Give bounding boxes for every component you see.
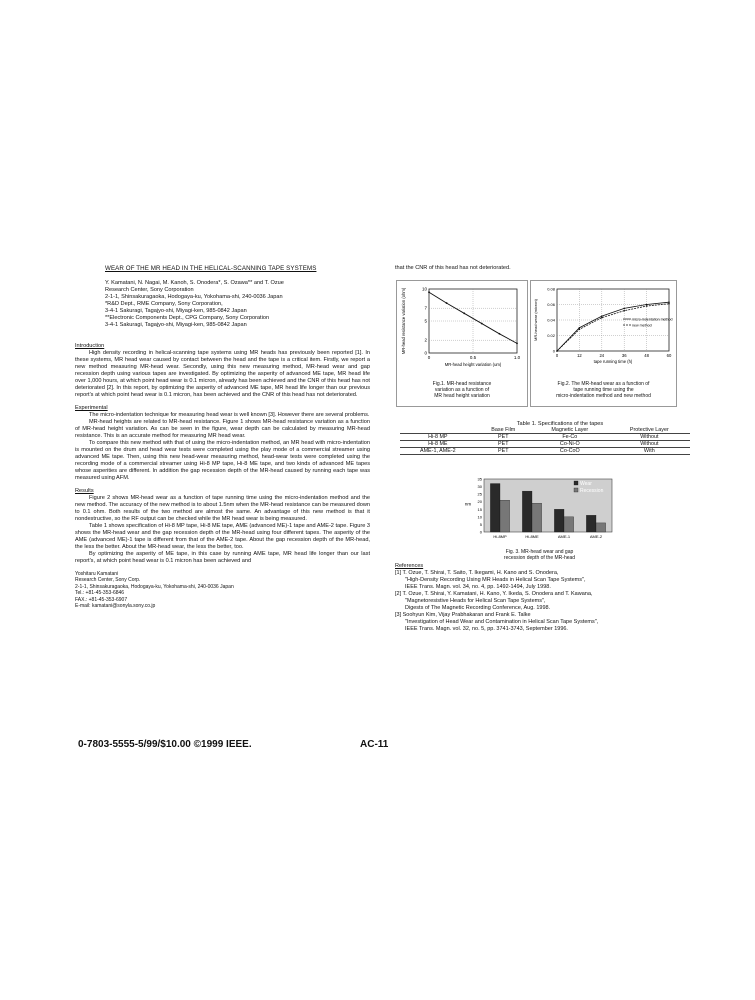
data-point	[579, 327, 581, 329]
table-cell: PET	[476, 434, 531, 441]
y-tick-label: 25	[477, 491, 482, 497]
table-title: Table 1. Specifications of the tapes	[516, 421, 604, 427]
figure-1-chart	[397, 281, 527, 376]
page-id: AC-11	[360, 739, 389, 750]
results-heading: Results	[75, 488, 94, 494]
experimental-paragraph: To compare this new method with that of using the micro-indentation method, an MR head with micro-indentation is mounted on the drum and head wear tests were completed using the play mode of a commercial streamer using advanced ME tape. Then, using this new head-wear measuring method, head-wear tests were completed using the recording mode of a commercial streamer using Hi-8 MP tape, Hi-8 ME tape, and two kinds of advanced ME tapes whose asperities are different. In addition the gap recession depth of the MR-head caused by running each tape was measured using AFM.	[75, 440, 370, 481]
reference-line: [3] Soohyun Kim, Vijay Prabhakaran and Frank E. Talke	[395, 612, 531, 618]
x-axis-label: tape running time (h)	[593, 359, 633, 364]
author-line: *R&D Dept., RME Company, Sony Corporation,	[105, 301, 223, 307]
bar-recession	[532, 503, 542, 532]
legend-label: Wear	[580, 480, 592, 487]
x-tick-label: Hi-8MP	[493, 534, 507, 539]
data-point	[556, 350, 558, 352]
author-block	[105, 280, 370, 329]
contact-line: Research Center, Sony Corp.	[75, 577, 141, 584]
figure-3-chart	[462, 476, 617, 544]
y-axis-label: MR-head resistance variation (ohm)	[401, 287, 406, 355]
right-first-line: that the CNR of this head has not deteriorated.	[395, 265, 511, 271]
table-row	[400, 448, 690, 455]
legend-label: Recession	[580, 487, 604, 494]
bar-recession	[596, 523, 606, 532]
author-line: **Electronic Components Dept., CPG Company, Sony Corporation	[105, 315, 270, 321]
table-header-cell: Protective Layer	[609, 427, 690, 434]
data-point	[646, 304, 648, 306]
results-paragraph: By optimizing the asperity of ME tape, in this case by running AME tape, MR head life longer than our last report's, at which point head wear is 0.1 micron has been achieved and	[75, 551, 370, 564]
data-point	[499, 333, 501, 335]
data-point	[601, 315, 603, 317]
figure-2-chart	[531, 281, 676, 376]
author-line: 2-1-1, Shinsakuragaoka, Hodogaya-ku, Yokohama-shi, 240-0036 Japan	[105, 294, 283, 300]
reference-line: Digests of The Magnetic Recording Conference, Aug. 1998.	[405, 605, 551, 611]
data-point	[463, 312, 465, 314]
caption-line: variation as a function of	[434, 387, 490, 393]
author-line: Research Center, Sony Corporation	[105, 287, 194, 293]
data-point	[668, 303, 670, 305]
results-paragraph: Figure 2 shows MR-head wear as a function of tape running time using the micro-indentation method and the new method. The accuracy of the new method is to about 1.5nm when the MR-head resistance can be measured down to 0.1 ohm. Both results of the two method are almost the same. An advantage of this new method is that it nondestructive, so the RF output can be checked while the MR head wear is being measured.	[75, 495, 370, 522]
contact-line: Yoshitaru Kamatani	[75, 571, 119, 577]
series-line	[557, 304, 669, 351]
contact-line: 2-1-1, Shinsakuragaoka, Hodogaya-ku, Yokohama-shi, 240-0036 Japan	[75, 583, 234, 590]
reference-line: IEEE Trans. Magn. vol. 34, no. 4, pp. 1492-1494, July 1998.	[405, 584, 551, 590]
references	[395, 563, 695, 633]
reference-line: IEEE Trans. Magn. vol. 32, no. 5, pp. 3741-3743, September 1996.	[405, 626, 568, 632]
data-point	[579, 329, 581, 331]
x-tick-label: 12	[577, 353, 582, 358]
reference-line: "Magnetoresistive Heads for Helical Scan Tape Systems",	[405, 598, 546, 604]
legend-label: new method	[632, 323, 652, 328]
reference-entry	[395, 591, 695, 612]
data-point	[516, 343, 518, 345]
y-tick-label: 10	[477, 514, 482, 520]
y-tick-label: 20	[477, 499, 482, 505]
table-cell: Hi-8 MP	[400, 434, 476, 441]
x-tick-label: 0.5	[469, 355, 477, 360]
figure-3	[462, 476, 617, 564]
specifications-table	[400, 427, 690, 455]
x-tick-label: AME-1	[557, 534, 571, 539]
bar-wear	[522, 491, 532, 532]
reference-line: [2] T. Ozue, T. Shirai, Y. Kamatani, H. Kano, Y. Ikeda, S. Onodera and T. Kawana,	[395, 591, 593, 597]
caption-line: recession depth of the MR-head	[503, 555, 576, 561]
x-tick-label: Hi-8ME	[525, 534, 539, 539]
legend-swatch	[574, 488, 578, 492]
y-tick-label: 2	[424, 337, 427, 343]
legend-swatch	[574, 481, 578, 485]
data-point	[623, 310, 625, 312]
x-tick-label: AME-2	[589, 534, 603, 539]
bar-wear	[554, 509, 564, 532]
table-cell: With	[609, 448, 690, 455]
table-1	[400, 421, 690, 455]
contact-line: FAX.: +81-45-353-6907	[75, 596, 128, 603]
x-tick-label: 0	[427, 355, 431, 360]
table-header-cell: Magnetic Layer	[531, 427, 609, 434]
x-tick-label: 24	[599, 353, 605, 358]
y-tick-label: 0.02	[547, 333, 555, 338]
y-tick-label: 0.08	[547, 286, 555, 292]
data-point	[446, 302, 448, 304]
table-cell: PET	[476, 448, 531, 455]
contact-block	[75, 571, 370, 609]
y-tick-label: 30	[477, 484, 482, 490]
author-line: 3-4-1 Sakuragi, Tagajyo-shi, Miyagi-ken, 985-0842 Japan	[105, 322, 247, 328]
y-tick-label: 0	[424, 350, 427, 356]
copyright-line: 0-7803-5555-5/99/$10.00 ©1999 IEEE.	[78, 739, 252, 750]
y-tick-label: 5	[479, 521, 482, 527]
legend-label: micro-indentation method	[632, 317, 673, 322]
table-cell: Co-Ni-O	[531, 441, 609, 448]
series-line	[557, 302, 669, 351]
table-cell: Co-CoO	[531, 448, 609, 455]
data-point	[428, 291, 430, 293]
bar-recession	[564, 517, 574, 532]
y-tick-label: 15	[477, 506, 482, 512]
caption-line: MR head height variation	[434, 393, 490, 399]
table-cell: Without	[609, 434, 690, 441]
caption-line: Fig. 3. MR-head wear and gap	[505, 549, 574, 555]
table-row	[400, 441, 690, 448]
results-paragraph: Table 1 shows specification of Hi-8 MP tape, Hi-8 ME tape, AME (advanced ME)-1 tape and AME-2 tape. Figure 3 shows the MR-head wear and the gap recession depth of the MR-head using four different tapes. The asperity of the AME (advanced ME)-1 tape is different from that of the AME-2 tape. About the gap recession depth of the MR-head, the less the better. About the MR-head wear, the less the better, too.	[75, 523, 370, 550]
author-line: Y. Kamatani, N. Nagai, M. Kanoh, S. Onodera*, S. Ozawa** and T. Ozue	[105, 280, 284, 286]
figure-3-caption	[462, 549, 617, 561]
x-tick-label: 36	[621, 353, 627, 358]
caption-line: tape running time using the	[573, 387, 634, 393]
data-point	[623, 308, 625, 310]
table-row	[400, 434, 690, 441]
caption-line: micro-indentation method and new method	[556, 393, 651, 399]
y-tick-label: 10	[421, 286, 427, 292]
experimental-paragraph: The micro-indentation technique for measuring head wear is well known [3]. However there are several problems.	[89, 412, 370, 418]
figure-2	[530, 280, 677, 407]
paper-title: WEAR OF THE MR HEAD IN THE HELICAL-SCANNING TAPE SYSTEMS	[105, 265, 317, 272]
y-axis-label: nm	[464, 501, 472, 507]
table-cell: PET	[476, 441, 531, 448]
figure-2-caption	[531, 381, 676, 399]
references-heading: References	[395, 563, 424, 569]
caption-line: Fig.2. The MR-head wear as a function of	[557, 381, 650, 387]
contact-line: Tel.: +81-45-353-6846	[75, 590, 125, 597]
bar-wear	[586, 515, 596, 532]
reference-line: [1] T. Ozue, T. Shirai, T. Saito, T. Ikegami, H. Kano and S. Onodera,	[395, 570, 559, 576]
x-tick-label: 0	[555, 353, 559, 358]
experimental-heading: Experimental	[75, 405, 108, 411]
experimental-paragraph: MR-head heights are related to MR-head resistance. Figure 1 shows MR-head resistance variation as a function of MR-head height variation. As can be seen in the figure, wear depth can be calculated by measuring MR-head resistance. This is an accurate method for measuring MR head wear.	[75, 419, 370, 439]
x-tick-label: 1.0	[513, 355, 521, 360]
data-point	[601, 317, 603, 319]
x-tick-label: 60	[666, 353, 672, 358]
table-cell: Without	[609, 441, 690, 448]
introduction-text: High density recording in helical-scanning tape systems using MR heads has previously been reported [1]. In these systems, MR head wear caused by contact between the head and the tape is a critical item. Firstly, we report a new method measuring MR-head wear. Secondly, using this new measuring method, MR-head wear and gap recession depth using various tapes are investigated. By optimizing the asperity of advanced ME tape, MR head life over 1,000 hours, at which point head wear is 0.1 micron, already has been achieved and the CNR of this head has not deteriorated [2]. In this report, by optimizing the asperity of advanced ME tape, MR head life longer than our previous report's at which point head wear is 0.1 micron, has been achieved and the CNR of this head has not deteriorated.	[75, 350, 370, 398]
y-tick-label: 0.04	[547, 317, 555, 323]
figure-1-caption	[397, 381, 527, 399]
y-tick-label: 35	[477, 476, 482, 482]
table-cell: AME-1, AME-2	[400, 448, 476, 455]
contact-line: E-mail: kamatani@sonyla.sony.co.jp	[75, 603, 156, 610]
y-tick-label: 0	[552, 348, 555, 354]
table-cell: Fe-Co	[531, 434, 609, 441]
y-tick-label: 0.06	[547, 302, 555, 307]
table-header-cell: Base Film	[476, 427, 531, 434]
reference-entry	[395, 612, 695, 633]
bar-wear	[490, 484, 500, 532]
reference-line: "High-Density Recording Using MR Heads in Helical Scan Tape Systems",	[405, 577, 586, 583]
y-tick-label: 7	[424, 305, 427, 311]
x-tick-label: 48	[644, 353, 649, 358]
y-tick-label: 0	[479, 529, 482, 535]
reference-line: "Investigation of Head Wear and Contamination in Helical Scan Tape Systems",	[405, 619, 599, 625]
introduction-heading: Introduction	[75, 343, 105, 349]
y-tick-label: 5	[424, 318, 427, 324]
table-cell: Hi-8 ME	[400, 441, 476, 448]
data-point	[646, 305, 648, 307]
figure-1	[396, 280, 528, 407]
author-line: 3-4-1 Sakuragi, Tagajyo-shi, Miyagi-ken, 985-0842 Japan	[105, 308, 247, 314]
caption-line: Fig.1. MR-head resistance	[432, 381, 492, 387]
data-point	[481, 323, 483, 325]
left-column	[75, 265, 370, 609]
reference-entry	[395, 570, 695, 591]
x-axis-label: MR-head height variation (um)	[444, 362, 502, 367]
bar-recession	[500, 500, 510, 532]
y-axis-label: MR-head wear (micron)	[533, 298, 538, 342]
data-point	[668, 301, 670, 303]
